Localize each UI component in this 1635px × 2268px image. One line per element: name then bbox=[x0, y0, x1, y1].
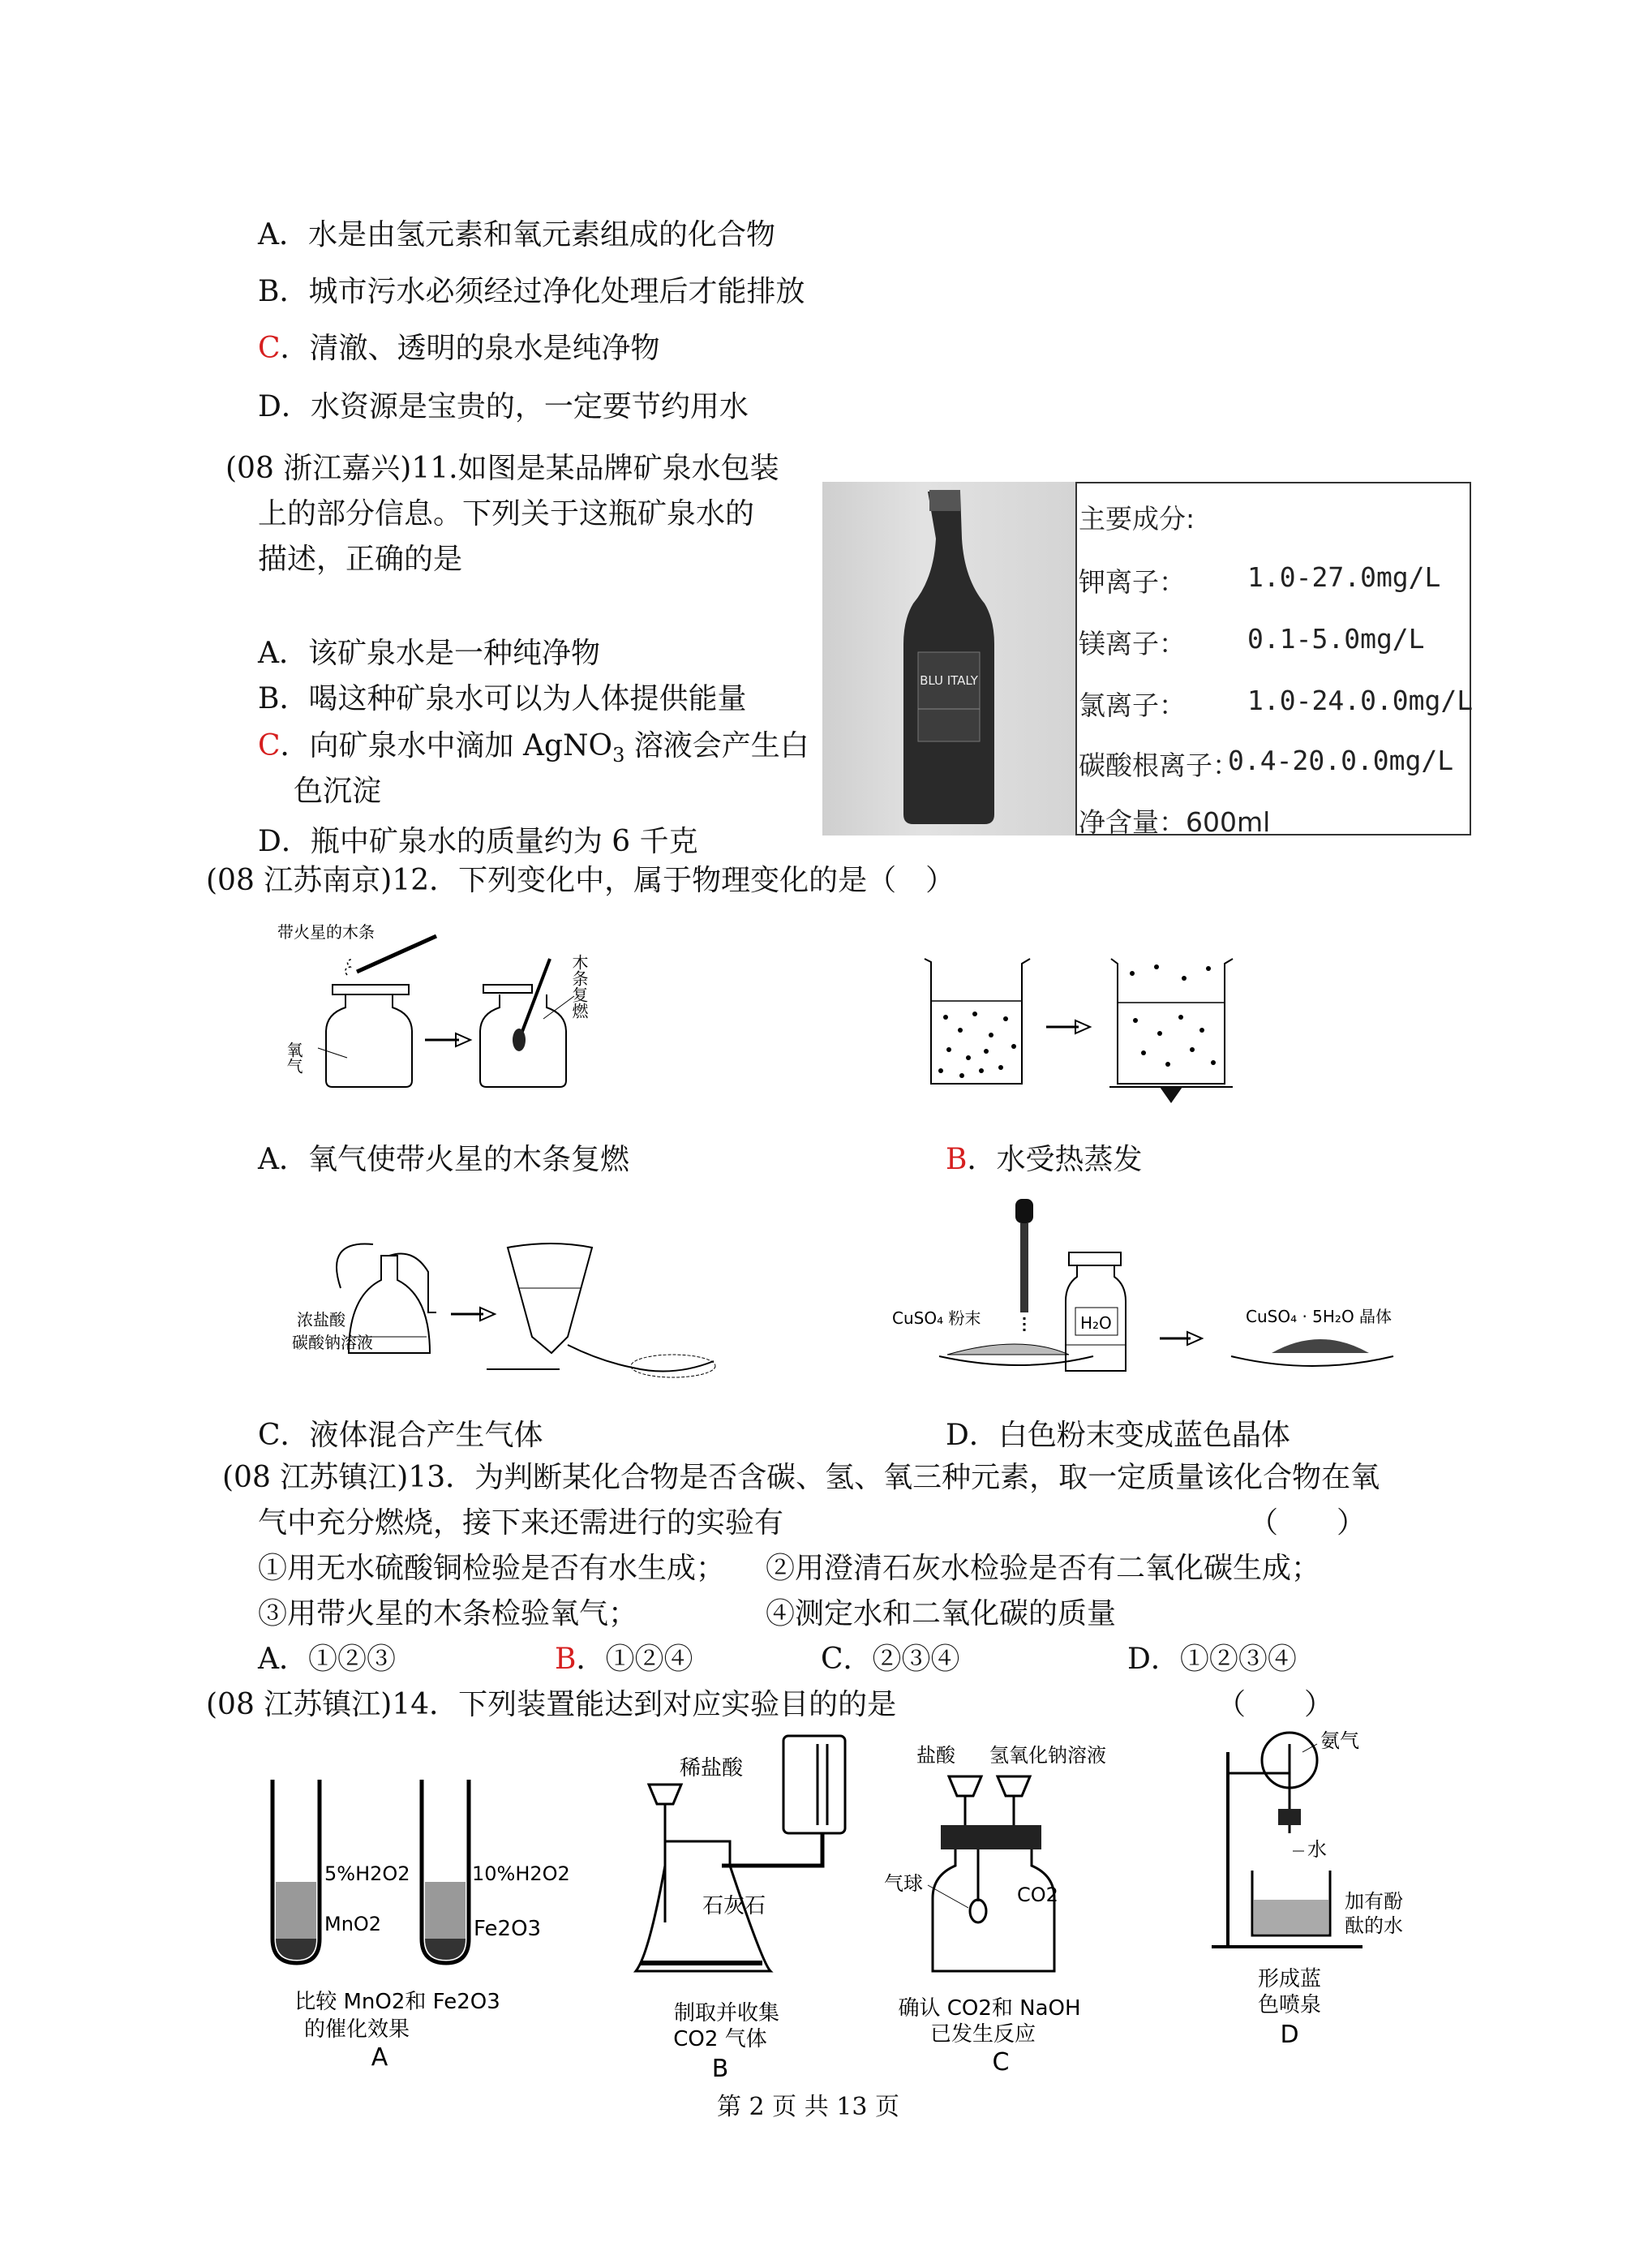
label-heading: 主要成分: bbox=[1079, 503, 1195, 535]
q13-item-4: ④测定水和二氧化碳的质量 bbox=[766, 1597, 1117, 1630]
q12-answer-letter: B bbox=[946, 1143, 968, 1176]
q13-item-3: ③用带火星的木条检验氧气； bbox=[258, 1597, 638, 1630]
q12-stem: (08 江苏南京)12．下列变化中，属于物理变化的是（ ） bbox=[206, 864, 955, 897]
label-net-content: 净含量：600ml bbox=[1079, 806, 1271, 838]
q10-option-d: D．水资源是宝贵的，一定要节约用水 bbox=[258, 390, 749, 423]
q14-stem: (08 江苏镇江)14．下列装置能达到对应实验目的的是 bbox=[206, 1688, 897, 1721]
label-row-name: 钾离子： bbox=[1079, 566, 1186, 598]
fig14b-label-acid: 稀盐酸 bbox=[680, 1756, 744, 1780]
fig14a-label-mno2: MnO2 bbox=[324, 1913, 382, 1935]
fig14a-label-h2o2-5: 5%H2O2 bbox=[324, 1862, 410, 1885]
q13-option-a: A．①②③ bbox=[258, 1643, 396, 1676]
q13-item-2: ②用澄清石灰水检验是否有二氧化碳生成； bbox=[766, 1552, 1321, 1585]
q10-answer-letter: C bbox=[258, 332, 281, 365]
figure-12b bbox=[916, 949, 1241, 1111]
fig14b-label-limestone: 石灰石 bbox=[702, 1894, 766, 1918]
fig12d-label-water: H₂O bbox=[1080, 1313, 1112, 1333]
fig14d-letter: D bbox=[1280, 2021, 1299, 2049]
figure-12a bbox=[268, 918, 616, 1095]
figure-14a bbox=[268, 1768, 570, 2077]
fig14d-label-phenol-2: 酞的水 bbox=[1345, 1914, 1403, 1937]
q11-stem-line3: 描述，正确的是 bbox=[258, 543, 463, 576]
fig14a-label-h2o2-10: 10%H2O2 bbox=[472, 1862, 570, 1885]
fig14c-label-co2: CO2 bbox=[1017, 1884, 1058, 1906]
fig12c-label-hcl: 浓盐酸 bbox=[297, 1310, 345, 1329]
fig14b-letter: B bbox=[711, 2055, 729, 2083]
fig12a-label-oxygen: 氧气 bbox=[284, 1042, 303, 1074]
fig14a-caption-1: 比较 MnO2和 Fe2O3 bbox=[294, 1990, 500, 2014]
q11-stem-line2: 上的部分信息。下列关于这瓶矿泉水的 bbox=[258, 497, 755, 530]
q11-option-d: D．瓶中矿泉水的质量约为 6 千克 bbox=[258, 825, 698, 858]
q12-option-b-text: ．水受热蒸发 bbox=[967, 1143, 1143, 1176]
q11-option-c-sub: 3 bbox=[612, 744, 625, 767]
q11-stem-line1: (08 浙江嘉兴)11.如图是某品牌矿泉水包装 bbox=[225, 452, 779, 485]
fig14c-label-naoh: 氢氧化钠溶液 bbox=[989, 1744, 1106, 1767]
q13-option-c: C．②③④ bbox=[821, 1643, 960, 1676]
q12-option-c: C．液体混合产生气体 bbox=[258, 1419, 543, 1452]
fig14c-label-balloon: 气球 bbox=[884, 1872, 923, 1895]
q13-stem-line2: 气中充分燃烧，接下来还需进行的实验有 bbox=[258, 1506, 784, 1540]
figure-14d bbox=[1200, 1728, 1427, 2077]
q13-stem-line1: (08 江苏镇江)13．为判断某化合物是否含碳、氢、氧三种元素，取一定质量该化合物在氧 bbox=[222, 1461, 1380, 1494]
fig14d-caption-2: 色喷泉 bbox=[1257, 1993, 1322, 2017]
label-row-name: 镁离子： bbox=[1079, 628, 1186, 659]
fig14a-caption-2: 的催化效果 bbox=[303, 2017, 410, 2042]
label-row-value: 1.0-27.0mg/L bbox=[1247, 561, 1441, 593]
mineral-water-bottle-photo bbox=[822, 482, 1075, 835]
q13-option-b bbox=[555, 1642, 693, 1677]
figure-14b bbox=[624, 1728, 860, 2085]
label-row-name: 碳酸根离子： bbox=[1079, 750, 1239, 781]
fig14c-caption-2: 已发生反应 bbox=[929, 2022, 1036, 2047]
label-row-name: 氯离子： bbox=[1079, 689, 1186, 721]
bottle-brand-text: BLU ITALY bbox=[920, 673, 978, 688]
label-row-value: 0.1-5.0mg/L bbox=[1247, 623, 1425, 655]
q10-option-c-text: ．清澈、透明的泉水是纯净物 bbox=[280, 332, 660, 365]
q12-option-b bbox=[946, 1142, 1142, 1178]
q11-option-b: B．喝这种矿泉水可以为人体提供能量 bbox=[258, 682, 747, 715]
q12-option-a: A．氧气使带火星的木条复燃 bbox=[258, 1143, 629, 1176]
fig14c-label-hcl: 盐酸 bbox=[916, 1744, 955, 1767]
q11-answer-letter: C bbox=[258, 729, 281, 762]
mineral-water-label bbox=[1075, 482, 1474, 838]
fig14a-label-fe2o3: Fe2O3 bbox=[474, 1917, 542, 1941]
figure-14c bbox=[884, 1736, 1119, 2077]
fig14d-label-ammonia: 氨气 bbox=[1320, 1729, 1359, 1752]
fig14b-caption-1: 制取并收集 bbox=[673, 2001, 780, 2025]
fig14c-letter: C bbox=[992, 2048, 1010, 2077]
q13-item-1: ①用无水硫酸铜检验是否有水生成； bbox=[258, 1552, 726, 1585]
q11-option-c bbox=[258, 728, 809, 773]
fig14b-caption-2: CO2 气体 bbox=[673, 2027, 767, 2051]
q10-option-b: B．城市污水必须经过净化处理后才能排放 bbox=[258, 275, 805, 308]
fig14d-caption-1: 形成蓝 bbox=[1257, 1967, 1322, 1991]
label-row-value: 1.0-24.0.0mg/L bbox=[1247, 685, 1474, 716]
label-row-value: 0.4-20.0.0mg/L bbox=[1228, 745, 1454, 776]
page-number-footer: 第 2 页 共 13 页 bbox=[717, 2093, 899, 2121]
q12-option-d: D．白色粉末变成蓝色晶体 bbox=[946, 1419, 1290, 1452]
q11-option-c-text: ．向矿泉水中滴加 AgNO bbox=[280, 729, 613, 762]
fig14d-label-water: 水 bbox=[1307, 1838, 1327, 1861]
figure-12d bbox=[890, 1196, 1426, 1382]
q11-option-c-line2: 色沉淀 bbox=[294, 775, 382, 808]
q13-option-d: D．①②③④ bbox=[1127, 1643, 1297, 1676]
q13-answer-letter: B bbox=[555, 1643, 577, 1676]
fig12c-label-na2co3: 碳酸钠溶液 bbox=[292, 1333, 373, 1352]
q10-option-c bbox=[258, 331, 660, 367]
q10-option-a: A．水是由氢元素和氧元素组成的化合物 bbox=[258, 218, 775, 251]
fig14c-caption-1: 确认 CO2和 NaOH bbox=[898, 1996, 1081, 2021]
fig12d-label-cuso4-powder: CuSO₄ 粉末 bbox=[892, 1308, 981, 1328]
q11-option-c-tail: 溶液会产生白 bbox=[624, 729, 809, 762]
q13-answer-paren: （ ） bbox=[1249, 1506, 1367, 1540]
q14-answer-paren: （ ） bbox=[1217, 1688, 1334, 1721]
fig12a-label-rekindle: 木条复燃 bbox=[569, 954, 589, 1019]
figure-12c bbox=[292, 1223, 746, 1385]
fig14a-letter: A bbox=[371, 2043, 388, 2072]
q11-option-a: A．该矿泉水是一种纯净物 bbox=[258, 637, 600, 670]
fig12d-label-crystal: CuSO₄ · 5H₂O 晶体 bbox=[1246, 1307, 1393, 1326]
q13-option-b-text: ．①②④ bbox=[576, 1643, 693, 1676]
fig12a-label-splint: 带火星的木条 bbox=[277, 922, 375, 942]
fig14d-label-phenol-1: 加有酚 bbox=[1345, 1890, 1403, 1913]
